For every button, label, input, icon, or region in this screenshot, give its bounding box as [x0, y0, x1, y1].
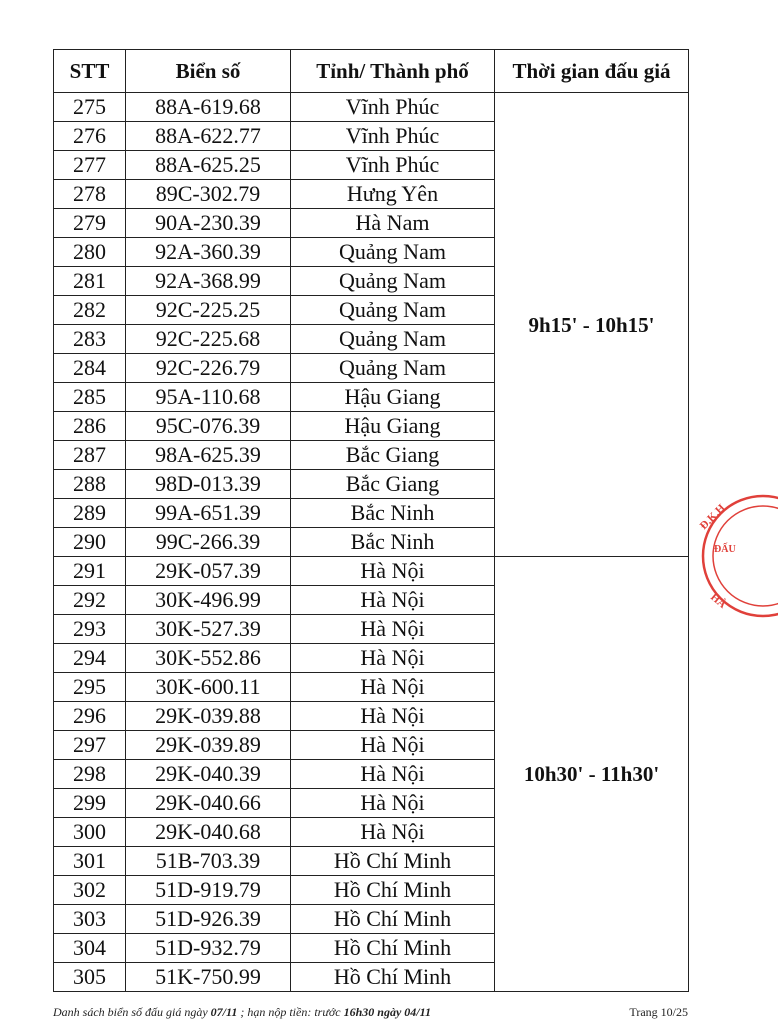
- table-header-row: [54, 50, 689, 93]
- svg-text:HÀ: HÀ: [708, 591, 729, 611]
- cell-plate: 92C-226.79: [126, 354, 291, 383]
- cell-plate: 30K-496.99: [126, 586, 291, 615]
- cell-stt: 276: [54, 122, 126, 151]
- cell-stt: 278: [54, 180, 126, 209]
- cell-plate: 90A-230.39: [126, 209, 291, 238]
- cell-stt: 281: [54, 267, 126, 296]
- cell-stt: 286: [54, 412, 126, 441]
- cell-stt: 301: [54, 847, 126, 876]
- svg-text:ĐẤU: ĐẤU: [714, 544, 736, 555]
- cell-plate: 30K-552.86: [126, 644, 291, 673]
- cell-plate: 29K-039.88: [126, 702, 291, 731]
- cell-plate: 29K-040.68: [126, 818, 291, 847]
- cell-plate: 98D-013.39: [126, 470, 291, 499]
- cell-province: Hậu Giang: [291, 383, 495, 412]
- cell-province: Hà Nội: [291, 760, 495, 789]
- cell-province: Hà Nội: [291, 586, 495, 615]
- cell-province: Hà Nội: [291, 818, 495, 847]
- red-seal-stamp: [688, 488, 778, 628]
- footer-deadline: 16h30 ngày 04/11: [343, 1005, 431, 1019]
- cell-stt: 305: [54, 963, 126, 992]
- page-number: Trang 10/25: [629, 1005, 688, 1019]
- cell-province: Vĩnh Phúc: [291, 151, 495, 180]
- cell-plate: 30K-600.11: [126, 673, 291, 702]
- footer-middle: ; hạn nộp tiền: trước: [240, 1005, 341, 1019]
- header-plate: Biển số: [126, 50, 291, 93]
- cell-province: Hậu Giang: [291, 412, 495, 441]
- cell-stt: 291: [54, 557, 126, 586]
- cell-province: Bắc Giang: [291, 470, 495, 499]
- footer-auction-date: 07/11: [210, 1005, 238, 1019]
- cell-province: Hưng Yên: [291, 180, 495, 209]
- cell-plate: 51D-919.79: [126, 876, 291, 905]
- cell-stt: 303: [54, 905, 126, 934]
- seal-icon: [688, 488, 778, 628]
- cell-province: Bắc Ninh: [291, 528, 495, 557]
- cell-plate: 29K-040.39: [126, 760, 291, 789]
- cell-plate: 92A-360.39: [126, 238, 291, 267]
- cell-province: Hà Nội: [291, 731, 495, 760]
- cell-stt: 289: [54, 499, 126, 528]
- cell-stt: 280: [54, 238, 126, 267]
- cell-stt: 285: [54, 383, 126, 412]
- cell-stt: 277: [54, 151, 126, 180]
- auction-time-slot: 10h30' - 11h30': [495, 557, 689, 992]
- cell-plate: 88A-625.25: [126, 151, 291, 180]
- cell-province: Quảng Nam: [291, 238, 495, 267]
- cell-stt: 283: [54, 325, 126, 354]
- cell-plate: 99A-651.39: [126, 499, 291, 528]
- cell-stt: 293: [54, 615, 126, 644]
- svg-text:Đ.K.H: Đ.K.H: [697, 502, 728, 533]
- cell-plate: 29K-039.89: [126, 731, 291, 760]
- cell-plate: 51B-703.39: [126, 847, 291, 876]
- cell-plate: 92C-225.25: [126, 296, 291, 325]
- cell-stt: 279: [54, 209, 126, 238]
- cell-plate: 51K-750.99: [126, 963, 291, 992]
- cell-plate: 51D-926.39: [126, 905, 291, 934]
- cell-plate: 99C-266.39: [126, 528, 291, 557]
- auction-plate-table: [53, 49, 689, 992]
- cell-plate: 51D-932.79: [126, 934, 291, 963]
- page-footer: [53, 1005, 688, 1020]
- cell-stt: 292: [54, 586, 126, 615]
- cell-province: Hồ Chí Minh: [291, 905, 495, 934]
- cell-stt: 302: [54, 876, 126, 905]
- cell-province: Hồ Chí Minh: [291, 847, 495, 876]
- cell-stt: 288: [54, 470, 126, 499]
- cell-stt: 296: [54, 702, 126, 731]
- header-province: Tỉnh/ Thành phố: [291, 50, 495, 93]
- cell-plate: 88A-622.77: [126, 122, 291, 151]
- footer-prefix: Danh sách biển số đấu giá ngày: [53, 1005, 208, 1019]
- header-time: Thời gian đấu giá: [495, 50, 689, 93]
- cell-province: Hồ Chí Minh: [291, 963, 495, 992]
- auction-time-slot: 9h15' - 10h15': [495, 93, 689, 557]
- cell-stt: 284: [54, 354, 126, 383]
- cell-province: Hà Nội: [291, 644, 495, 673]
- cell-province: Vĩnh Phúc: [291, 93, 495, 122]
- cell-province: Bắc Giang: [291, 441, 495, 470]
- cell-province: Quảng Nam: [291, 296, 495, 325]
- cell-province: Hà Nội: [291, 702, 495, 731]
- cell-stt: 297: [54, 731, 126, 760]
- cell-plate: 30K-527.39: [126, 615, 291, 644]
- table-row: [54, 93, 689, 122]
- cell-stt: 298: [54, 760, 126, 789]
- cell-plate: 29K-040.66: [126, 789, 291, 818]
- cell-province: Bắc Ninh: [291, 499, 495, 528]
- cell-province: Hồ Chí Minh: [291, 876, 495, 905]
- cell-province: Hà Nam: [291, 209, 495, 238]
- cell-stt: 290: [54, 528, 126, 557]
- cell-province: Hà Nội: [291, 615, 495, 644]
- cell-plate: 88A-619.68: [126, 93, 291, 122]
- table-row: [54, 557, 689, 586]
- cell-plate: 89C-302.79: [126, 180, 291, 209]
- cell-province: Vĩnh Phúc: [291, 122, 495, 151]
- cell-stt: 304: [54, 934, 126, 963]
- cell-province: Hồ Chí Minh: [291, 934, 495, 963]
- cell-province: Quảng Nam: [291, 325, 495, 354]
- cell-plate: 92C-225.68: [126, 325, 291, 354]
- cell-stt: 295: [54, 673, 126, 702]
- cell-stt: 287: [54, 441, 126, 470]
- cell-plate: 98A-625.39: [126, 441, 291, 470]
- cell-province: Hà Nội: [291, 789, 495, 818]
- cell-province: Hà Nội: [291, 557, 495, 586]
- cell-province: Quảng Nam: [291, 267, 495, 296]
- cell-stt: 300: [54, 818, 126, 847]
- cell-province: Hà Nội: [291, 673, 495, 702]
- cell-stt: 275: [54, 93, 126, 122]
- cell-plate: 95A-110.68: [126, 383, 291, 412]
- cell-stt: 294: [54, 644, 126, 673]
- cell-plate: 95C-076.39: [126, 412, 291, 441]
- cell-stt: 299: [54, 789, 126, 818]
- cell-plate: 92A-368.99: [126, 267, 291, 296]
- header-stt: STT: [54, 50, 126, 93]
- cell-plate: 29K-057.39: [126, 557, 291, 586]
- cell-stt: 282: [54, 296, 126, 325]
- cell-province: Quảng Nam: [291, 354, 495, 383]
